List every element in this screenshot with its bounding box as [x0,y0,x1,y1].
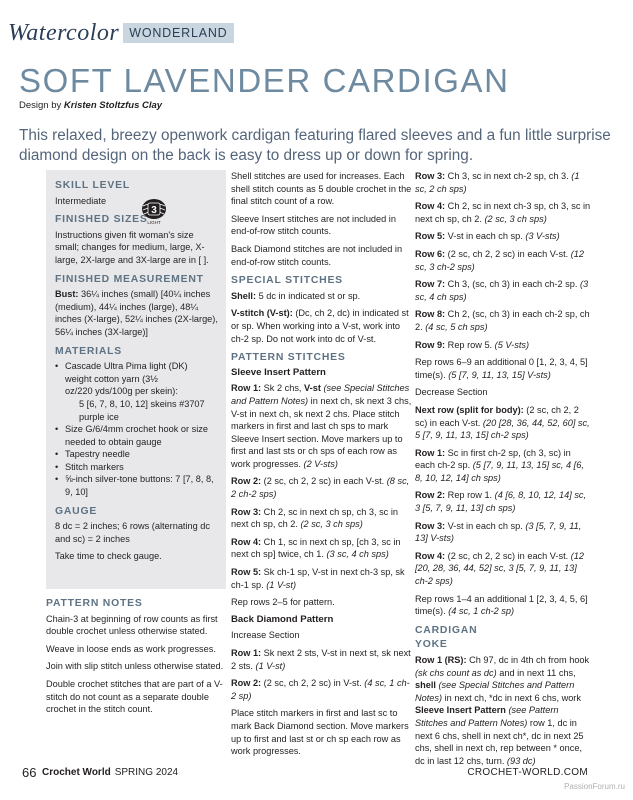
row: Row 4: Ch 2, sc in next ch-3 sp, ch 3, sc in next ch sp, ch 2. (2 sc, 3 ch sps) [415,201,591,224]
row: Row 1: Sc in first ch-2 sp, (ch 3, sc) in each ch-2 sp. (5 [7, 9, 11, 13, 15] sc, 4 [6, 8, 10, 12, 14] ch sps) [415,447,584,483]
row: Row 5: V-st in each ch sp. (3 V-sts) [415,231,560,242]
designer-credit: Design by Kristen Stoltzfus Clay [19,100,163,111]
materials-list [55,360,220,499]
shell-def: Shell: 5 dc in indicated st or sp. [231,290,361,301]
paragraph: Place stitch markers in first and last sc to mark Back Diamond section. Move markers up to first and last st or ch sp each row as work progresses. [231,708,409,757]
row: Row 6: (2 sc, ch 2, 2 sc) in each V-st. (12 sc, 3 ch-2 sps) [415,248,585,272]
row: Row 3: V-st in each ch sp. (3 [5, 7, 9, 11, 13] V-sts) [415,520,582,544]
row: Row 4: (2 sc, ch 2, 2 sc) in each V-st. (12 [20, 28, 36, 44, 52] sc, 3 [5, 7, 9, 11, 13] ch-2 sps) [415,550,585,587]
row: Row 2: (2 sc, ch 2, 2 sc) in each V-st. (8 sc, 2 ch-2 sps) [231,476,410,500]
yarn-weight-label: LIGHT [147,220,161,225]
banner-script: Watercolor [8,19,120,46]
note: Double crochet stitches that are part of a V-stitch do not count as a separate double crochet in the stitch count. [46,678,223,715]
column-2 [231,170,413,763]
watermark: PassionForum.ru [564,782,625,791]
materials-heading: MATERIALS [55,345,123,357]
paragraph: Decrease Section [415,387,488,398]
row: Row 3: Ch 3, sc in next ch-2 sp, ch 3. (1 sc, 2 ch sps) [415,171,580,194]
intro-text: This relaxed, breezy openwork cardigan featuring flared sleeves and a fun little surprise diamond design on the back is easy to dress up or down for spring. [19,127,611,164]
material-item: • Size G/6/4mm crochet hook or size needed to obtain gauge [55,423,220,448]
column-3 [415,170,591,772]
banner-box: WONDERLAND [123,23,233,43]
row: Row 8: Ch 2, (sc, ch 3) in each ch-2 sp, ch 2. (4 sc, 5 ch sps) [415,309,590,332]
row: Row 1 (RS): Ch 97, dc in 4th ch from hook (sk chs count as dc) and in next 11 chs, shell (see Special Stitches and Pattern Notes) in next ch, *dc in next 6 chs, work Sleeve Insert Pattern (see Pattern Stitches and Pattern Notes) row 1, dc in next 6 chs, shell in next ch*, dc in next 25 chs, shell in next ch, rep between * once, dc in last 12 chs, turn. (93 dc) [415,655,590,766]
material-item: • Tapestry needle [55,448,220,461]
yarn-weight-number: 3 [151,205,157,216]
section-banner [8,20,234,46]
special-stitches-heading: SPECIAL STITCHES [231,275,343,287]
note: Chain-3 at beginning of row counts as first double crochet unless otherwise stated. [46,613,218,637]
gauge-heading: GAUGE [55,505,98,517]
row: Row 1: Sk 2 chs, V-st (see Special Stitches and Pattern Notes) in next ch, sk next 3 chs, V-st in next ch, sk next 2 chs. Place stitch markers in first and last ch sps to mark Sleeve Insert section. Move markers up to first and last sts or ch sps of each row as work progresses. (2 V-sts) [231,383,412,469]
note: Weave in loose ends as work progresses. [46,643,216,654]
sleeve-insert-heading: Sleeve Insert Pattern [231,366,326,378]
page-number: 66 [22,765,37,780]
paragraph: Rep rows 1–4 an additional 1 [2, 3, 4, 5, 6] time(s). (4 sc, 1 ch-2 sp) [415,593,588,617]
row: Row 2: Rep row 1. (4 [6, 8, 10, 12, 14] sc, 3 [5, 7, 9, 11, 13] ch sps) [415,490,587,514]
finished-sizes-heading: FINISHED SIZES [55,214,148,226]
page-footer [22,765,612,781]
paragraph: Rep rows 2–5 for pattern. [231,597,335,608]
pattern-stitches-heading: PATTERN STITCHES [231,352,346,364]
row: Next row (split for body): (2 sc, ch 2, 2 sc) in each V-st. (20 [28, 36, 44, 52, 60] sc, 5 [7, 9, 11, 13, 15] ch-2 sps) [415,404,590,441]
gauge-note: Take time to check gauge. [55,551,162,562]
material-item: • Stitch markers [55,461,220,474]
finished-measurement-heading: FINISHED MEASUREMENT [55,273,204,285]
skill-level-heading: SKILL LEVEL [55,180,130,191]
paragraph: Sleeve Insert stitches are not included in end-of-row stitch counts. [231,213,396,237]
magazine-name: Crochet World SPRING 2024 [42,767,179,778]
back-diamond-heading: Back Diamond Pattern [231,613,334,625]
note: Join with slip stitch unless otherwise stated. [46,661,224,672]
cardigan-heading: CARDIGAN [415,624,478,636]
row: Row 9: Rep row 5. (5 V-sts) [415,339,530,350]
page-title: SOFT LAVENDER CARDIGAN [19,62,510,99]
paragraph: Shell stitches are used for increases. Each shell stitch counts as 5 double crochet in the final stitch count of a row. [231,171,412,207]
finished-sizes: Instructions given fit woman's size small; changes for medium, large, X-large, 2X-large and 3X-large are in [ ]. [55,229,209,265]
row: Row 4: Ch 1, sc in next ch sp, [ch 3, sc in next ch sp] twice, ch 1. (3 sc, 4 ch sps) [231,536,401,560]
bust-measurement: Bust: 36¼ inches (small) [40¼ inches (medium), 44¼ inches (large), 48¼ inches (X-large), 52¼ inches (2X-large), 56¼ inches (3X-large)] [55,289,218,337]
paragraph: Rep rows 6–9 an additional 0 [1, 2, 3, 4, 5] time(s). (5 [7, 9, 11, 13, 15] V-sts) [415,357,588,380]
gauge: 8 dc = 2 inches; 6 rows (alternating dc and sc) = 2 inches [55,521,210,544]
pattern-notes-heading: PATTERN NOTES [46,598,143,609]
yoke-heading: YOKE [415,639,448,651]
row: Row 3: Ch 2, sc in next ch sp, ch 3, sc in next ch sp, ch 2. (2 sc, 3 ch sps) [231,506,398,530]
column-1 [55,180,220,568]
row: Row 2: (2 sc, ch 2, 2 sc) in V-st. (4 sc, 1 ch-2 sp) [231,678,410,701]
paragraph: Back Diamond stitches are not included in end-of-row stitch counts. [231,243,403,267]
material-item: • ⅝-inch silver-tone buttons: 7 [7, 8, 8, 9, 10] [55,473,220,498]
row: Row 7: Ch 3, (sc, ch 3) in each ch-2 sp. (3 sc, 4 ch sps) [415,279,589,302]
website: CROCHET-WORLD.COM [467,767,588,778]
row: Row 1: Sk next 2 sts, V-st in next st, sk next 2 sts. (1 V-st) [231,648,411,671]
row: Row 5: Sk ch-1 sp, V-st in next ch-3 sp, sk ch-1 sp. (1 V-st) [231,567,405,590]
material-item: • Cascade Ultra Pima light (DK) weight cotton yarn (3½ oz/220 yds/100g per skein): 5 [6, 7, 8, 10, 12] skeins #3707 purple ice [55,360,220,423]
vstitch-def: V-stitch (V-st): (Dc, ch 2, dc) in indicated st or sp. When working into a V-st, work into ch-2 sp. Do not work into dc of V-st. [231,308,409,344]
pattern-notes [46,598,224,721]
skill-level: Intermediate [55,195,107,206]
paragraph: Increase Section [231,630,300,641]
